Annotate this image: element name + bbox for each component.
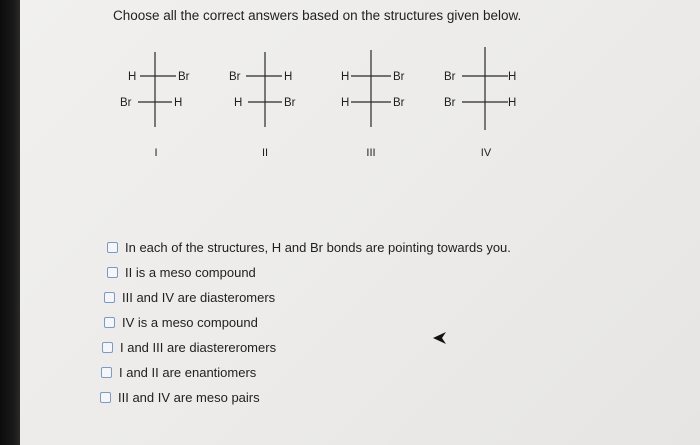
substituent-top-left: Br bbox=[229, 71, 241, 83]
substituent-bottom-right: H bbox=[174, 97, 183, 109]
option-label: In each of the structures, H and Br bonds are pointing towards you. bbox=[125, 240, 511, 255]
substituent-top-right: Br bbox=[393, 71, 405, 83]
substituent-bottom-left: Br bbox=[120, 97, 132, 109]
answer-option-4[interactable] bbox=[104, 315, 258, 330]
mouse-cursor-icon bbox=[432, 331, 448, 345]
fischer-projection-II bbox=[229, 52, 296, 159]
fischer-projection-I bbox=[120, 52, 190, 159]
substituent-top-left: H bbox=[128, 71, 137, 83]
option-label: IV is a meso compound bbox=[122, 315, 258, 330]
structure-label: II bbox=[261, 147, 269, 159]
substituent-top-right: H bbox=[508, 71, 517, 83]
checkbox[interactable] bbox=[101, 367, 112, 378]
fischer-projection-IV bbox=[444, 47, 516, 159]
answer-option-2[interactable] bbox=[107, 265, 256, 280]
answer-option-3[interactable] bbox=[104, 290, 275, 305]
substituent-top-left: H bbox=[341, 71, 350, 83]
fischer-projection-III bbox=[341, 50, 405, 159]
option-label: II is a meso compound bbox=[125, 265, 256, 280]
substituent-bottom-right: Br bbox=[393, 97, 405, 109]
answer-option-7[interactable] bbox=[100, 390, 260, 405]
question-prompt: Choose all the correct answers based on the structures given below. bbox=[113, 8, 522, 23]
checkbox[interactable] bbox=[100, 392, 111, 403]
checkbox[interactable] bbox=[107, 242, 118, 253]
substituent-bottom-left: Br bbox=[444, 97, 456, 109]
structure-label: IV bbox=[480, 147, 492, 159]
option-label: III and IV are diasteromers bbox=[122, 290, 276, 305]
substituent-top-right: Br bbox=[178, 71, 190, 83]
checkbox[interactable] bbox=[104, 317, 115, 328]
answer-option-1[interactable] bbox=[107, 240, 511, 255]
substituent-bottom-right: Br bbox=[284, 97, 296, 109]
structure-label: III bbox=[366, 147, 376, 159]
option-label: I and III are diastereromers bbox=[120, 340, 277, 355]
answer-option-5[interactable] bbox=[102, 340, 276, 355]
checkbox[interactable] bbox=[104, 292, 115, 303]
option-label: III and IV are meso pairs bbox=[118, 390, 260, 405]
substituent-top-right: H bbox=[284, 71, 293, 83]
substituent-bottom-right: H bbox=[508, 97, 517, 109]
substituent-top-left: Br bbox=[444, 71, 456, 83]
checkbox[interactable] bbox=[107, 267, 118, 278]
substituent-bottom-left: H bbox=[341, 97, 350, 109]
checkbox[interactable] bbox=[102, 342, 113, 353]
option-label: I and II are enantiomers bbox=[119, 365, 257, 380]
structure-label: I bbox=[154, 147, 158, 159]
substituent-bottom-left: H bbox=[234, 97, 243, 109]
answer-option-6[interactable] bbox=[101, 365, 256, 380]
